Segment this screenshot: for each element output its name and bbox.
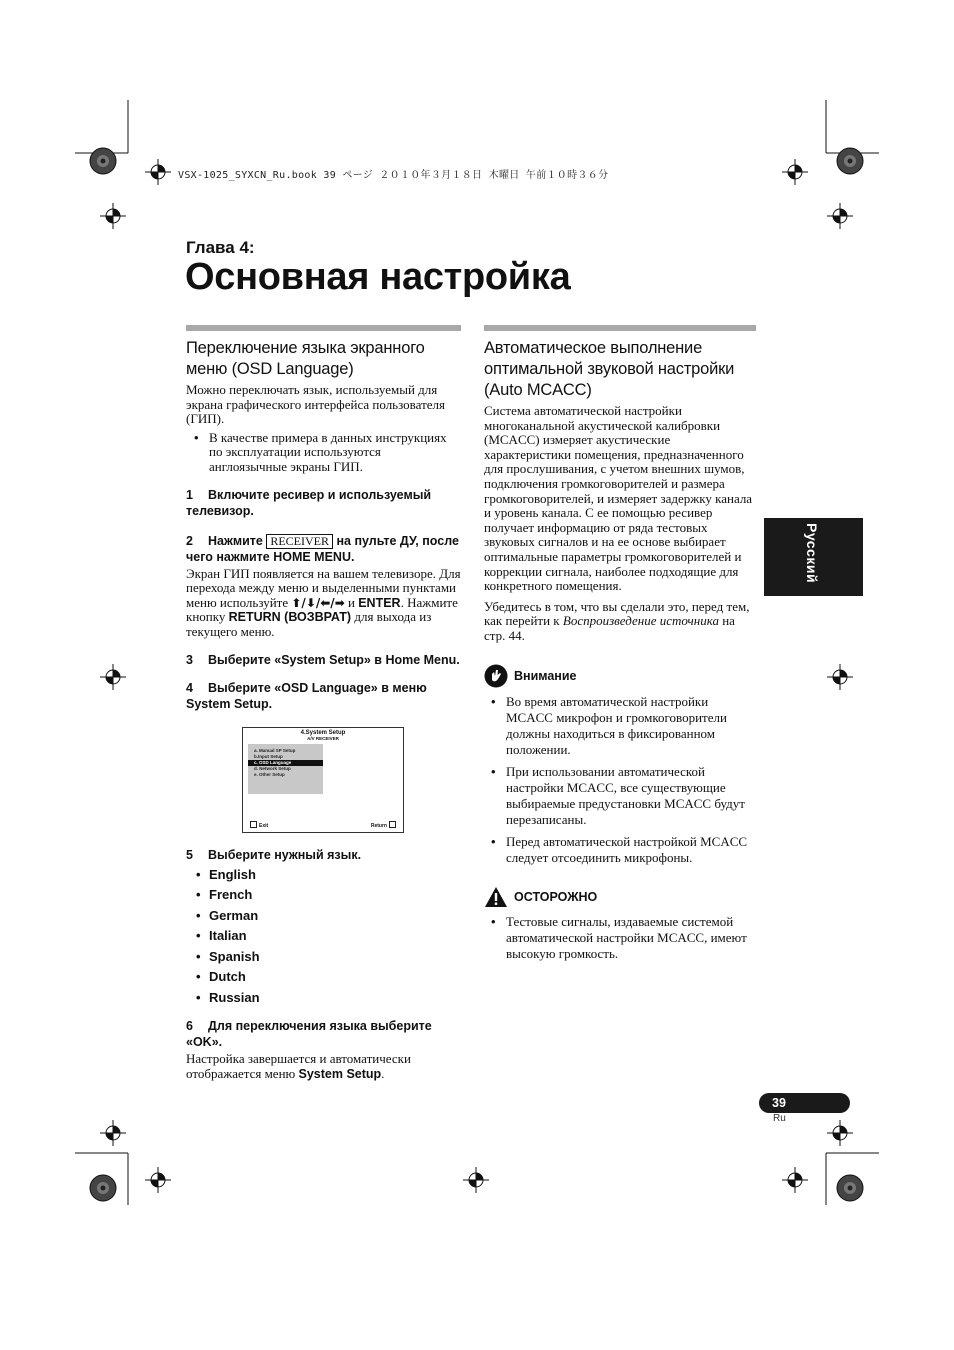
page-number: 39 [759, 1093, 850, 1113]
section-heading-auto-mcacc: Автоматическое выполнение оптимальной звуковой настройки (Auto MCACC) [484, 339, 735, 399]
warning-triangle-icon [484, 886, 508, 908]
final-paragraph [186, 1052, 461, 1081]
right-column [484, 325, 756, 968]
section-bar [484, 325, 756, 331]
mcacc-paragraph: Система автоматической настройки многоканальной акустической калибровки (MCACC) измеряет акустические характеристики помещения, предназначенного для прослушивания, с учетом внешних шумов, подключения громкоговорителей и размера громкоговорителей, и измеряет задержку канала и уровень канала. С ее помощью ресивер получает информацию от ряда тестовых звуковых сигналов и на ее основе выбирает оптимальные параметры громкоговорителей и коррекции сигнала, наиболее подходящие для конкретного помещения. [484, 403, 753, 594]
step-5 [186, 847, 461, 863]
body-text: Настройка завершается и автоматически отображается меню [186, 1051, 411, 1081]
step-number: 4 [186, 680, 193, 695]
body-text: для выхода из текущего меню. [186, 609, 432, 639]
body-text: на стр. 44. [484, 613, 735, 643]
receiver-key: RECEIVER [266, 534, 333, 549]
body-text: . Нажмите кнопку [186, 594, 458, 625]
osd-menu-item: e. Other Setup [254, 771, 285, 777]
osd-screen-illustration [242, 727, 404, 833]
arrow-keys-icon: ⬆/⬇/⬅/➡ [291, 595, 345, 610]
step-text: Выберите «System Setup» в Home Menu. [208, 652, 460, 667]
caution-heading [484, 886, 756, 908]
attention-title: Внимание [514, 668, 577, 683]
enter-key-label: ENTER [358, 595, 401, 610]
system-setup-label: System Setup [298, 1066, 382, 1081]
osd-menu [248, 744, 323, 794]
reference-link-text: Воспроизведение источника [562, 613, 719, 629]
attention-item: • При использовании автоматической настройки MCACC, все существующие выбираемые предустановки MCACC будут перезаписаны. [484, 764, 756, 828]
osd-title: 4.System Setup [300, 729, 346, 736]
step-6 [186, 1018, 461, 1050]
body-text: и [348, 594, 355, 610]
language-item: • Italian [186, 926, 461, 947]
attention-heading [484, 664, 756, 688]
return-key-label: RETURN (ВОЗВРАТ) [228, 610, 352, 625]
step-text-pre: Нажмите [208, 533, 263, 548]
step-2-body [186, 567, 461, 640]
language-item: • Spanish [186, 947, 461, 968]
step-text: Включите ресивер и используемый телевизор. [186, 487, 432, 518]
language-side-tab [764, 518, 863, 596]
chapter-title: Основная настройка [185, 256, 571, 298]
section-bar [186, 325, 461, 331]
step-number: 2 [186, 533, 193, 548]
step-number: 5 [186, 847, 193, 862]
step-text: Выберите «OSD Language» в меню System Setup. [186, 680, 427, 711]
step-number: 1 [186, 487, 193, 502]
step-2 [186, 533, 461, 565]
print-header-line: VSX-1025_SYXCN_Ru.book 39 ページ ２０１０年３月１８日 木曜日 午前１０時３６分 [178, 170, 609, 181]
language-item: • Dutch [186, 967, 461, 988]
osd-menu-item-selected: c. OSD Language [248, 760, 323, 766]
osd-return [371, 821, 398, 829]
step-text-post: на пульте ДУ, после чего нажмите HOME MENU. [186, 533, 459, 564]
section-heading-osd-language: Переключение языка экранного меню (OSD Language) [186, 339, 425, 378]
page-language-code: Ru [773, 1113, 786, 1124]
left-column [186, 325, 461, 1085]
language-item: • English [186, 865, 461, 886]
step-number: 3 [186, 652, 193, 667]
body-text: Экран ГИП появляется на вашем телевизоре. Для перехода между меню и выделенными пунктами меню используйте [186, 565, 461, 610]
language-item: • Russian [186, 988, 461, 1009]
intro-paragraph: Можно переключать язык, используемый для экрана графического интерфейса пользователя (ГИП). [186, 382, 445, 427]
step-3 [186, 652, 461, 668]
osd-subtitle: A/V RECEIVER [307, 735, 339, 741]
language-side-tab-label: Русский [804, 523, 820, 584]
caution-title: ОСТОРОЖНО [514, 889, 598, 904]
exit-button-icon [250, 821, 257, 828]
chapter-label: Глава 4: [186, 238, 255, 257]
step-4 [186, 680, 461, 712]
osd-menu-item: d. Network Setup [254, 765, 291, 771]
reference-paragraph [484, 600, 756, 644]
attention-hand-icon [484, 664, 508, 688]
attention-item: • Во время автоматической настройки MCACC микрофон и громкоговорители должны находиться в фиксированном положении. [484, 694, 756, 758]
osd-exit [248, 821, 268, 829]
osd-menu-item: b.Input Setup [254, 753, 283, 759]
language-list [186, 865, 461, 1009]
step-1 [186, 487, 461, 519]
osd-exit-label: Exit [259, 822, 269, 829]
body-text: Убедитесь в том, что вы сделали это, перед тем, как перейти к [484, 598, 750, 629]
step-text: Для переключения языка выберите «OK». [186, 1019, 432, 1050]
osd-return-label: Return [370, 822, 387, 829]
attention-item: • Перед автоматической настройкой MCACC следует отсоединить микрофоны. [484, 834, 756, 866]
osd-menu-item: a. Manual SP Setup [254, 747, 296, 753]
body-text: . [381, 1065, 385, 1081]
step-text: Выберите нужный язык. [208, 847, 362, 862]
return-button-icon [389, 821, 396, 828]
note-bullet: • В качестве примера в данных инструкциях по эксплуатации используются англоязычные экраны ГИП. [186, 431, 461, 475]
step-number: 6 [186, 1019, 193, 1034]
caution-item: • Тестовые сигналы, издаваемые системой автоматической настройки MCACC, имеют высокую громкость. [484, 914, 756, 962]
language-item: • French [186, 885, 461, 906]
language-item: • German [186, 906, 461, 927]
